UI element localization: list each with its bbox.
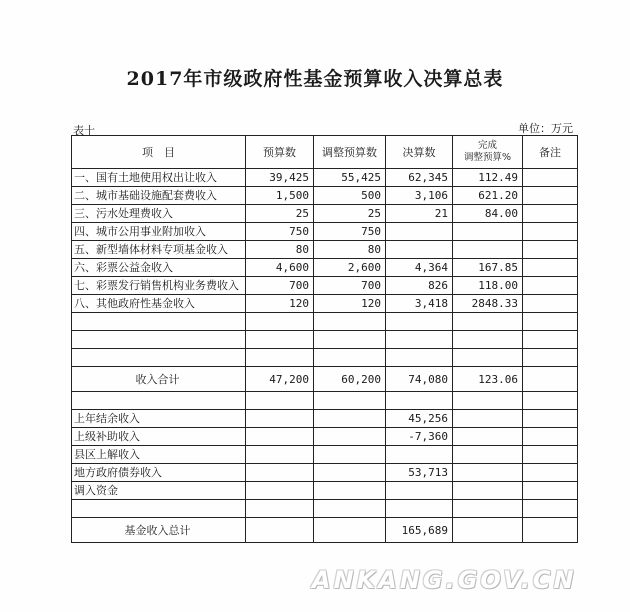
cell-note bbox=[523, 446, 578, 464]
cell-budget bbox=[246, 482, 314, 500]
table-row bbox=[72, 482, 578, 500]
cell-note bbox=[523, 428, 578, 446]
cell-final bbox=[386, 331, 453, 349]
cell-note bbox=[523, 295, 578, 313]
cell-pct bbox=[453, 464, 523, 482]
table-row bbox=[72, 446, 578, 464]
cell-pct bbox=[453, 223, 523, 241]
table-row bbox=[72, 313, 578, 331]
table-row bbox=[72, 464, 578, 482]
cell-budget: 700 bbox=[246, 277, 314, 295]
cell-item: 调入资金 bbox=[72, 482, 246, 500]
table-row bbox=[72, 392, 578, 410]
cell-item: 五、新型墙体材料专项基金收入 bbox=[72, 241, 246, 259]
cell-budget bbox=[246, 428, 314, 446]
cell-adjusted bbox=[314, 410, 386, 428]
cell-item: 一、国有土地使用权出让收入 bbox=[72, 169, 246, 187]
header-final: 决算数 bbox=[386, 136, 453, 169]
cell-budget: 25 bbox=[246, 205, 314, 223]
table-row bbox=[72, 295, 578, 313]
header-row bbox=[72, 136, 578, 169]
table-number: 表十 bbox=[73, 124, 95, 137]
cell-final: 4,364 bbox=[386, 259, 453, 277]
cell-budget bbox=[246, 313, 314, 331]
cell-note bbox=[523, 349, 578, 367]
cell-adjusted bbox=[314, 349, 386, 367]
cell-note bbox=[523, 482, 578, 500]
header-item: 项 目 bbox=[72, 136, 246, 169]
table-row bbox=[72, 187, 578, 205]
cell-pct: 621.20 bbox=[453, 187, 523, 205]
cell-final bbox=[386, 241, 453, 259]
cell-adjusted bbox=[314, 392, 386, 410]
table-row bbox=[72, 205, 578, 223]
cell-note bbox=[523, 241, 578, 259]
cell-note bbox=[523, 392, 578, 410]
cell-pct bbox=[453, 482, 523, 500]
subtotal-row bbox=[72, 367, 578, 392]
cell-adjusted: 25 bbox=[314, 205, 386, 223]
cell-budget bbox=[246, 349, 314, 367]
header-note: 备注 bbox=[523, 136, 578, 169]
cell-adjusted: 750 bbox=[314, 223, 386, 241]
subtotal-budget: 47,200 bbox=[246, 367, 314, 392]
cell-final bbox=[386, 446, 453, 464]
cell-note bbox=[523, 277, 578, 295]
cell-adjusted bbox=[314, 313, 386, 331]
table-row bbox=[72, 259, 578, 277]
cell-item: 六、彩票公益金收入 bbox=[72, 259, 246, 277]
cell-adjusted: 500 bbox=[314, 187, 386, 205]
cell-pct bbox=[453, 500, 523, 518]
cell-item bbox=[72, 313, 246, 331]
cell-adjusted: 120 bbox=[314, 295, 386, 313]
table-row bbox=[72, 428, 578, 446]
cell-note bbox=[523, 331, 578, 349]
cell-note bbox=[523, 169, 578, 187]
cell-final: 21 bbox=[386, 205, 453, 223]
cell-pct bbox=[453, 331, 523, 349]
cell-budget bbox=[246, 331, 314, 349]
cell-budget: 1,500 bbox=[246, 187, 314, 205]
cell-note bbox=[523, 223, 578, 241]
cell-note bbox=[523, 410, 578, 428]
grand-total-final: 165,689 bbox=[386, 518, 453, 543]
cell-budget: 120 bbox=[246, 295, 314, 313]
cell-item: 县区上解收入 bbox=[72, 446, 246, 464]
cell-pct bbox=[453, 313, 523, 331]
table-body bbox=[72, 136, 578, 543]
cell-pct bbox=[453, 428, 523, 446]
cell-item: 八、其他政府性基金收入 bbox=[72, 295, 246, 313]
cell-pct bbox=[453, 410, 523, 428]
subtotal-adjusted: 60,200 bbox=[314, 367, 386, 392]
header-completion bbox=[453, 136, 523, 169]
cell-final: 3,418 bbox=[386, 295, 453, 313]
cell-final: 826 bbox=[386, 277, 453, 295]
cell-budget bbox=[246, 410, 314, 428]
subtotal-label: 收入合计 bbox=[72, 367, 246, 392]
cell-final: 3,106 bbox=[386, 187, 453, 205]
cell-adjusted: 80 bbox=[314, 241, 386, 259]
table-row bbox=[72, 331, 578, 349]
subtotal-pct: 123.06 bbox=[453, 367, 523, 392]
cell-adjusted: 2,600 bbox=[314, 259, 386, 277]
cell-pct: 167.85 bbox=[453, 259, 523, 277]
cell-adjusted bbox=[314, 500, 386, 518]
subtotal-note bbox=[523, 367, 578, 392]
cell-adjusted: 700 bbox=[314, 277, 386, 295]
cell-budget: 80 bbox=[246, 241, 314, 259]
cell-item bbox=[72, 392, 246, 410]
grand-total-label: 基金收入总计 bbox=[72, 518, 246, 543]
grand-total-pct bbox=[453, 518, 523, 543]
cell-item: 上级补助收入 bbox=[72, 428, 246, 446]
cell-item: 四、城市公用事业附加收入 bbox=[72, 223, 246, 241]
cell-item bbox=[72, 349, 246, 367]
cell-pct bbox=[453, 392, 523, 410]
cell-note bbox=[523, 313, 578, 331]
subtotal-final: 74,080 bbox=[386, 367, 453, 392]
cell-item: 二、城市基础设施配套费收入 bbox=[72, 187, 246, 205]
grand-total-budget bbox=[246, 518, 314, 543]
cell-item bbox=[72, 500, 246, 518]
unit-label: 单位：万元 bbox=[518, 122, 573, 135]
cell-item: 地方政府债券收入 bbox=[72, 464, 246, 482]
cell-budget: 750 bbox=[246, 223, 314, 241]
cell-pct: 2848.33 bbox=[453, 295, 523, 313]
header-budget: 预算数 bbox=[246, 136, 314, 169]
cell-adjusted bbox=[314, 446, 386, 464]
cell-final bbox=[386, 500, 453, 518]
cell-adjusted bbox=[314, 482, 386, 500]
cell-final: -7,360 bbox=[386, 428, 453, 446]
cell-final: 45,256 bbox=[386, 410, 453, 428]
cell-note bbox=[523, 205, 578, 223]
cell-adjusted bbox=[314, 331, 386, 349]
grand-total-note bbox=[523, 518, 578, 543]
watermark: ANKANG.GOV.CN bbox=[312, 566, 577, 594]
cell-budget bbox=[246, 500, 314, 518]
table-row bbox=[72, 241, 578, 259]
table-row bbox=[72, 223, 578, 241]
cell-pct bbox=[453, 349, 523, 367]
page-title: 2017年市级政府性基金预算收入决算总表 bbox=[126, 68, 504, 90]
table-row bbox=[72, 277, 578, 295]
cell-final bbox=[386, 482, 453, 500]
cell-pct: 84.00 bbox=[453, 205, 523, 223]
cell-item: 三、污水处理费收入 bbox=[72, 205, 246, 223]
cell-pct: 118.00 bbox=[453, 277, 523, 295]
header-adjusted: 调整预算数 bbox=[314, 136, 386, 169]
table-row bbox=[72, 349, 578, 367]
cell-final bbox=[386, 313, 453, 331]
cell-pct: 112.49 bbox=[453, 169, 523, 187]
cell-budget: 4,600 bbox=[246, 259, 314, 277]
cell-final: 53,713 bbox=[386, 464, 453, 482]
cell-adjusted: 55,425 bbox=[314, 169, 386, 187]
grand-total-row bbox=[72, 518, 578, 543]
header-completion-line2: 调整预算% bbox=[463, 152, 512, 163]
cell-budget: 39,425 bbox=[246, 169, 314, 187]
cell-note bbox=[523, 187, 578, 205]
cell-final bbox=[386, 349, 453, 367]
grand-total-adjusted bbox=[314, 518, 386, 543]
table-row bbox=[72, 410, 578, 428]
budget-table bbox=[71, 135, 578, 543]
cell-adjusted bbox=[314, 464, 386, 482]
cell-pct bbox=[453, 446, 523, 464]
cell-final bbox=[386, 223, 453, 241]
header-completion-line1: 完成 bbox=[477, 140, 497, 151]
cell-pct bbox=[453, 241, 523, 259]
table-row bbox=[72, 169, 578, 187]
cell-item bbox=[72, 331, 246, 349]
cell-item: 上年结余收入 bbox=[72, 410, 246, 428]
cell-budget bbox=[246, 446, 314, 464]
table-row bbox=[72, 500, 578, 518]
cell-note bbox=[523, 259, 578, 277]
cell-final: 62,345 bbox=[386, 169, 453, 187]
cell-final bbox=[386, 392, 453, 410]
cell-note bbox=[523, 464, 578, 482]
cell-budget bbox=[246, 392, 314, 410]
cell-budget bbox=[246, 464, 314, 482]
cell-item: 七、彩票发行销售机构业务费收入 bbox=[72, 277, 246, 295]
cell-adjusted bbox=[314, 428, 386, 446]
cell-note bbox=[523, 500, 578, 518]
